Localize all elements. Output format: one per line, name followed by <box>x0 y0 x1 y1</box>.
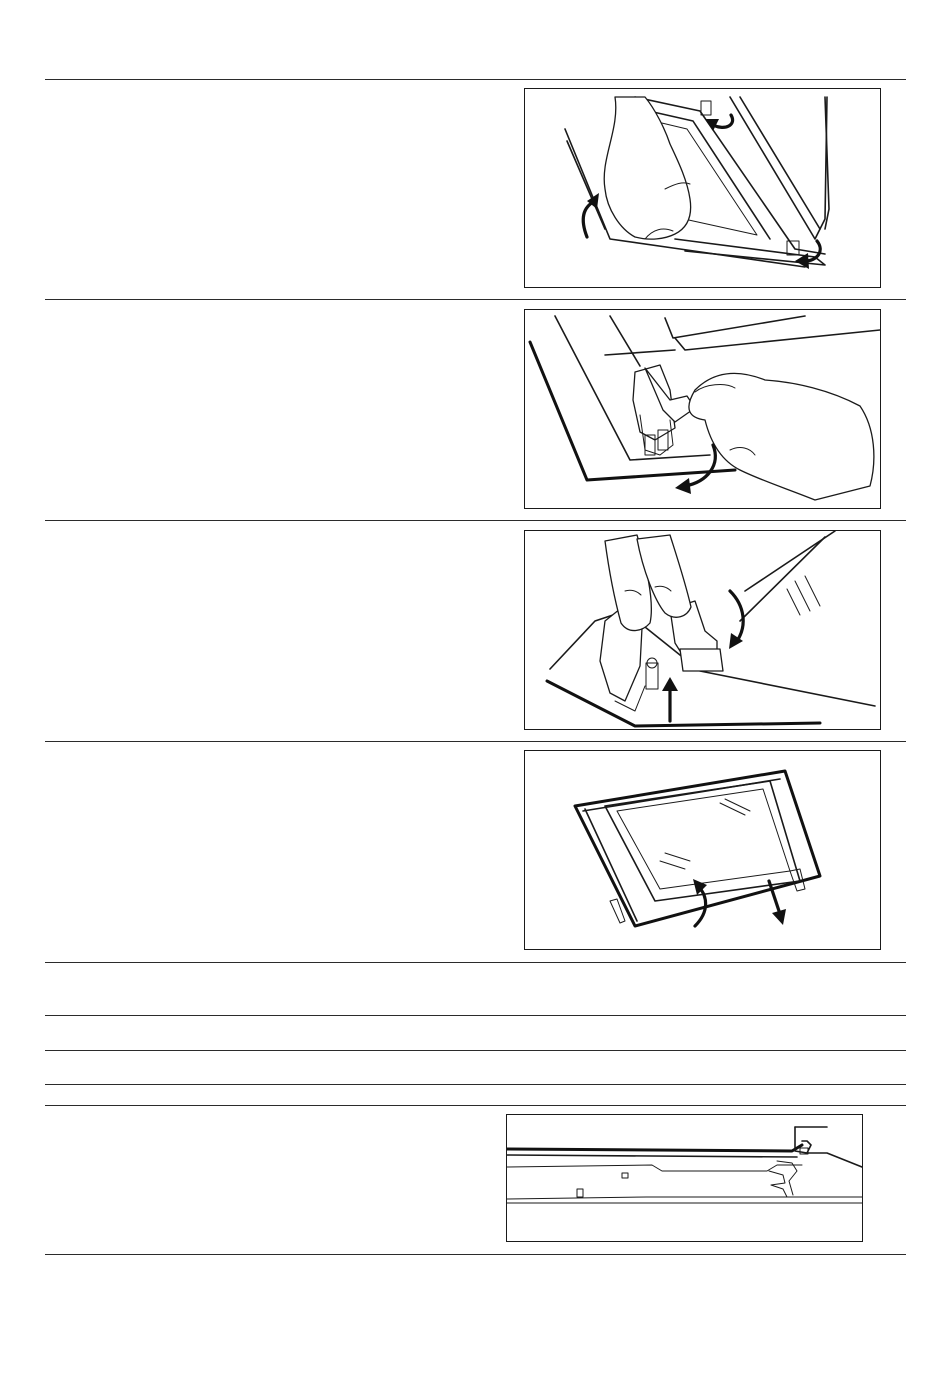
glass-panel-illustration <box>525 751 880 949</box>
curved-arrow-icon <box>675 478 691 494</box>
hinge-lever-illustration <box>525 310 880 508</box>
section-divider <box>45 741 906 742</box>
up-arrow-icon <box>662 677 678 691</box>
down-arrow-icon <box>772 909 786 925</box>
figure-glass-panel-seal-section <box>506 1114 863 1242</box>
section-divider <box>45 1084 906 1085</box>
figure-release-hinge-lever <box>524 309 881 509</box>
section-divider <box>45 1015 906 1016</box>
figure-lift-door-hinges <box>524 88 881 288</box>
door-lift-illustration <box>525 89 880 287</box>
section-divider <box>45 79 906 80</box>
hinge-icon <box>701 101 711 115</box>
section-divider <box>45 1050 906 1051</box>
section-divider <box>45 520 906 521</box>
hinge-catch-illustration <box>525 531 880 729</box>
section-divider <box>45 1254 906 1255</box>
figure-remove-glass-panel <box>524 750 881 950</box>
section-divider <box>45 1105 906 1106</box>
curved-arrow-icon <box>693 879 707 895</box>
section-divider <box>45 299 906 300</box>
figure-hinge-catch-close <box>524 530 881 730</box>
section-divider <box>45 962 906 963</box>
seal-section-illustration <box>507 1115 862 1241</box>
